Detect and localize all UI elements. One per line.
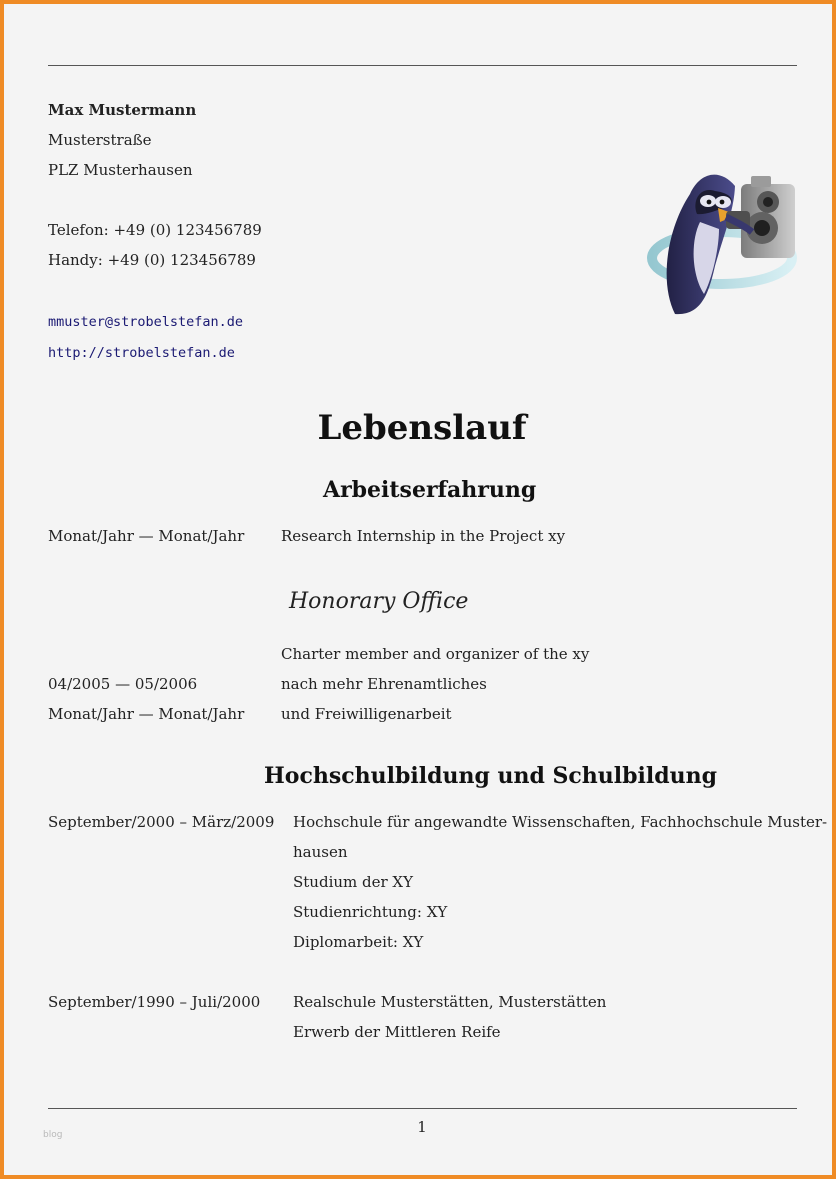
work-heading: Arbeitserfahrung (323, 477, 537, 503)
education-entry-1-line-5: Diplomarbeit: XY (293, 933, 424, 951)
education-entry-1-line-4: Studienrichtung: XY (293, 903, 448, 921)
contact-street: Musterstraße (48, 131, 152, 149)
honorary-period-1: 04/2005 — 05/2006 (48, 675, 198, 693)
education-entry-2-period: September/1990 – Juli/2000 (48, 993, 261, 1011)
penguin-with-camera-icon (642, 164, 802, 324)
education-entry-1-period: September/2000 – März/2009 (48, 813, 275, 831)
honorary-line-3: und Freiwilligenarbeit (281, 705, 452, 723)
page-number: 1 (417, 1118, 427, 1136)
watermark: blog (43, 1130, 63, 1140)
contact-phone: Telefon: +49 (0) 123456789 (48, 221, 262, 239)
honorary-heading: Honorary Office (289, 589, 469, 614)
contact-city: PLZ Musterhausen (48, 161, 193, 179)
honorary-line-1: Charter member and organizer of the xy (281, 645, 590, 663)
contact-website-link[interactable]: http://strobelstefan.de (48, 345, 235, 361)
top-rule (48, 65, 797, 66)
contact-mobile: Handy: +49 (0) 123456789 (48, 251, 256, 269)
contact-email-link[interactable]: mmuster@strobelstefan.de (48, 314, 244, 330)
bottom-rule (48, 1108, 797, 1109)
work-entry-period: Monat/Jahr — Monat/Jahr (48, 527, 245, 545)
education-entry-2-line-1: Realschule Musterstätten, Musterstätten (293, 993, 607, 1011)
work-entry-description: Research Internship in the Project xy (281, 527, 566, 545)
education-entry-2-line-2: Erwerb der Mittleren Reife (293, 1023, 501, 1041)
honorary-line-2: nach mehr Ehrenamtliches (281, 675, 487, 693)
honorary-period-2: Monat/Jahr — Monat/Jahr (48, 705, 245, 723)
education-entry-1-line-1: Hochschule für angewandte Wissenschaften, Fachhochschule Muster- (293, 813, 828, 831)
page-title: Lebenslauf (317, 408, 527, 448)
contact-name: Max Mustermann (48, 101, 197, 119)
education-entry-1-line-3: Studium der XY (293, 873, 414, 891)
education-heading: Hochschulbildung und Schulbildung (264, 763, 718, 789)
education-entry-1-line-2: hausen (293, 843, 348, 861)
